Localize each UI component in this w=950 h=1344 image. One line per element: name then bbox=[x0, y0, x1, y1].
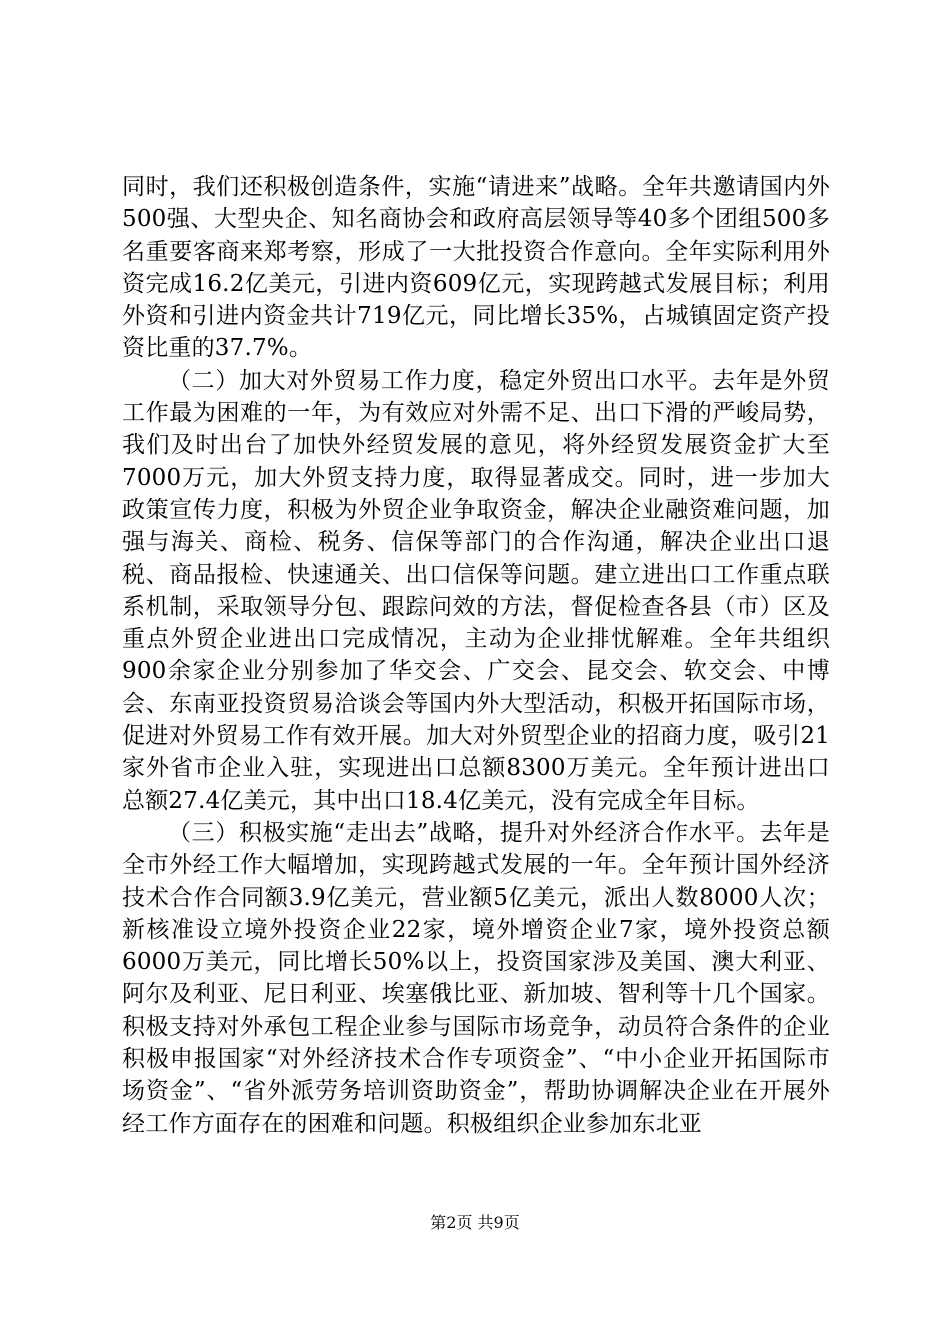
paragraph-3: （三）积极实施“走出去”战略，提升对外经济合作水平。去年是全市外经工作大幅增加，实现跨越式发展的一年。全年预计国外经济技术合作合同额3.9亿美元，营业额5亿美元，派出人数8000人次；新核准设立境外投资企业22家，境外增资企业7家，境外投资总额6000万美元，同比增长50%以上，投资国家涉及美国、澳大利亚、阿尔及利亚、尼日利亚、埃塞俄比亚、新加坡、智利等十几个国家。积极支持对外承包工程企业参与国际市场竞争，动员符合条件的企业积极申报国家“对外经济技术合作专项资金”、“中小企业开拓国际市场资金”、“省外派劳务培训资助资金”，帮助协调解决企业在开展外经工作方面存在的困难和问题。积极组织企业参加东北亚 bbox=[122, 819, 830, 1137]
document-body bbox=[122, 171, 830, 1140]
page-number-footer: 第2页 共9页 bbox=[430, 1213, 520, 1232]
paragraph-1: 同时，我们还积极创造条件，实施“请进来”战略。全年共邀请国内外500强、大型央企、知名商协会和政府高层领导等40多个团组500多名重要客商来郑考察，形成了一大批投资合作意向。全年实际利用外资完成16.2亿美元，引进内资609亿元，实现跨越式发展目标；利用外资和引进内资金共计719亿元，同比增长35%，占城镇固定资产投资比重的37.7%。 bbox=[122, 174, 830, 362]
paragraph-2: （二）加大对外贸易工作力度，稳定外贸出口水平。去年是外贸工作最为困难的一年，为有效应对外需不足、出口下滑的严峻局势，我们及时出台了加快外经贸发展的意见，将外经贸发展资金扩大至7000万元，加大外贸支持力度，取得显著成交。同时，进一步加大政策宣传力度，积极为外贸企业争取资金，解决企业融资难问题，加强与海关、商检、税务、信保等部门的合作沟通，解决企业出口退税、商品报检、快速通关、出口信保等问题。建立进出口工作重点联系机制，采取领导分包、跟踪问效的方法，督促检查各县（市）区及重点外贸企业进出口完成情况，主动为企业排忧解难。全年共组织900余家企业分别参加了华交会、广交会、昆交会、软交会、中博会、东南亚投资贸易洽谈会等国内外大型活动，积极开拓国际市场，促进对外贸易工作有效开展。加大对外贸型企业的招商力度，吸引21家外省市企业入驻，实现进出口总额8300万美元。全年预计进出口总额27.4亿美元，其中出口18.4亿美元，没有完成全年目标。 bbox=[122, 367, 830, 814]
